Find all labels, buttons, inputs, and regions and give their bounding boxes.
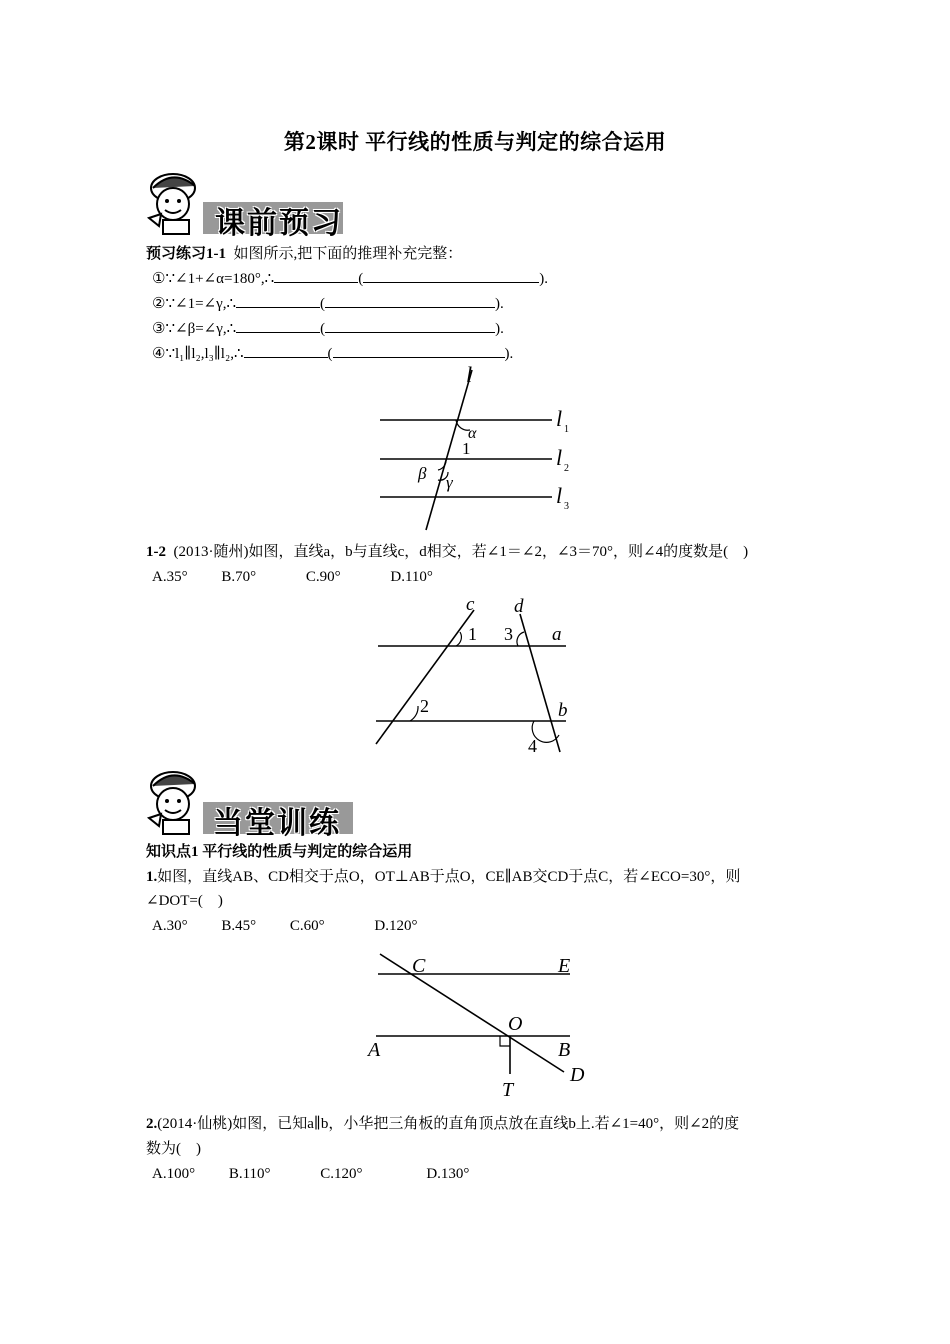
label-4: 4: [528, 736, 537, 756]
option-c[interactable]: C.60°: [289, 918, 325, 934]
question-text: 如图，直线AB、CD相交于点O，OT⊥AB于点O，CE∥AB交CD于点C，若∠ECO=30°，则: [157, 869, 741, 885]
label-l3: l: [556, 483, 563, 508]
question-label: 2.: [146, 1116, 158, 1132]
preview-heading-line: [146, 244, 462, 264]
item-close: ).: [539, 271, 548, 287]
label-1: 1: [462, 439, 471, 458]
label-3: 3: [504, 624, 513, 644]
label-O: O: [508, 1013, 523, 1035]
label-gamma: γ: [446, 473, 453, 492]
q12-options: [152, 567, 433, 587]
label-c: c: [466, 594, 475, 615]
preview-item-2: ②∵∠1=∠γ,∴ ( ).: [152, 293, 504, 314]
label-alpha: α: [468, 425, 477, 442]
preview-item-3: ③∵∠β=∠γ,∴ ( ).: [152, 318, 504, 339]
item-text: ∵∠β=∠γ,∴: [165, 321, 237, 337]
option-d[interactable]: D.130°: [426, 1166, 470, 1182]
label-l1: l: [556, 406, 563, 431]
option-b[interactable]: B.45°: [221, 918, 257, 934]
label-l2: l: [556, 445, 563, 470]
banner-practice: [143, 764, 353, 841]
label-C: C: [412, 955, 426, 977]
label-b: b: [558, 700, 568, 721]
question-1-2: [146, 542, 748, 562]
option-b[interactable]: B.110°: [228, 1166, 271, 1182]
figure-lines-ab-cd: [366, 944, 596, 1102]
item-text: ∵∠1+∠α=180°,∴: [165, 271, 275, 287]
option-b[interactable]: B.70°: [221, 569, 257, 585]
item-number: ③: [152, 321, 166, 337]
page-title: 第2课时 平行线的性质与判定的综合运用: [283, 130, 667, 154]
label-l1-sub: 1: [564, 424, 569, 435]
item-number: ④: [152, 346, 166, 362]
label-D: D: [570, 1064, 585, 1086]
item-text: ∵∠1=∠γ,∴: [165, 296, 237, 312]
question-1-line1: [146, 867, 740, 887]
option-c[interactable]: C.120°: [320, 1166, 363, 1182]
label-l2-sub: 2: [564, 463, 569, 474]
label-beta: β: [418, 464, 427, 483]
option-a[interactable]: A.100°: [152, 1166, 196, 1182]
preview-prompt: 如图所示,把下面的推理补充完整：: [233, 246, 463, 262]
item-number: ①: [152, 271, 166, 287]
q1-options: [152, 916, 417, 936]
question-label: 1.: [146, 869, 158, 885]
item-text: ∵l₁∥l₂,l₃∥l₂,∴: [165, 346, 244, 362]
label-A: A: [368, 1039, 381, 1061]
label-B: B: [558, 1039, 571, 1061]
item-close: ).: [495, 321, 504, 337]
banner-practice-label: 当堂训练: [213, 806, 341, 841]
figure-lines-abcd: [370, 592, 580, 758]
item-number: ②: [152, 296, 166, 312]
item-close: ).: [504, 346, 514, 362]
knowledge-heading: 知识点1 平行线的性质与判定的综合运用: [146, 844, 413, 860]
label-2: 2: [420, 696, 429, 716]
banner-preview: [143, 166, 343, 241]
preview-item-1: ①∵∠1+∠α=180°,∴ ( ).: [152, 268, 548, 289]
preview-heading: 预习练习1-1: [146, 246, 226, 262]
option-d[interactable]: D.120°: [374, 918, 418, 934]
option-a[interactable]: A.35°: [152, 569, 188, 585]
q2-options: [152, 1164, 469, 1184]
option-c[interactable]: C.90°: [305, 569, 341, 585]
option-a[interactable]: A.30°: [152, 918, 188, 934]
question-2-line1: [146, 1114, 739, 1134]
label-a: a: [552, 624, 562, 645]
label-T: T: [502, 1079, 514, 1101]
question-text: (2014·仙桃)如图，已知a∥b，小华把三角板的直角顶点放在直线b上.若∠1=40°，则∠2的度: [157, 1116, 740, 1132]
item-close: ).: [495, 296, 504, 312]
question-2-line2: 数为( ): [146, 1141, 201, 1157]
label-E: E: [558, 955, 571, 977]
label-l3-sub: 3: [564, 501, 569, 512]
label-l: l: [466, 362, 473, 387]
option-d[interactable]: D.110°: [390, 569, 433, 585]
question-1-line2: ∠DOT=( ): [146, 893, 223, 909]
question-label: 1-2: [146, 544, 166, 560]
question-text: (2013·随州)如图，直线a，b与直线c，d相交，若∠1＝∠2，∠3＝70°，则∠4的度数是( ): [173, 544, 749, 560]
banner-preview-label: 课前预习: [215, 206, 343, 241]
preview-item-4: ④∵l₁∥l₂,l₃∥l₂,∴ ( ).: [152, 343, 513, 364]
label-d: d: [514, 596, 524, 617]
figure-parallel-lines-l: [370, 362, 590, 534]
label-1: 1: [468, 624, 477, 644]
